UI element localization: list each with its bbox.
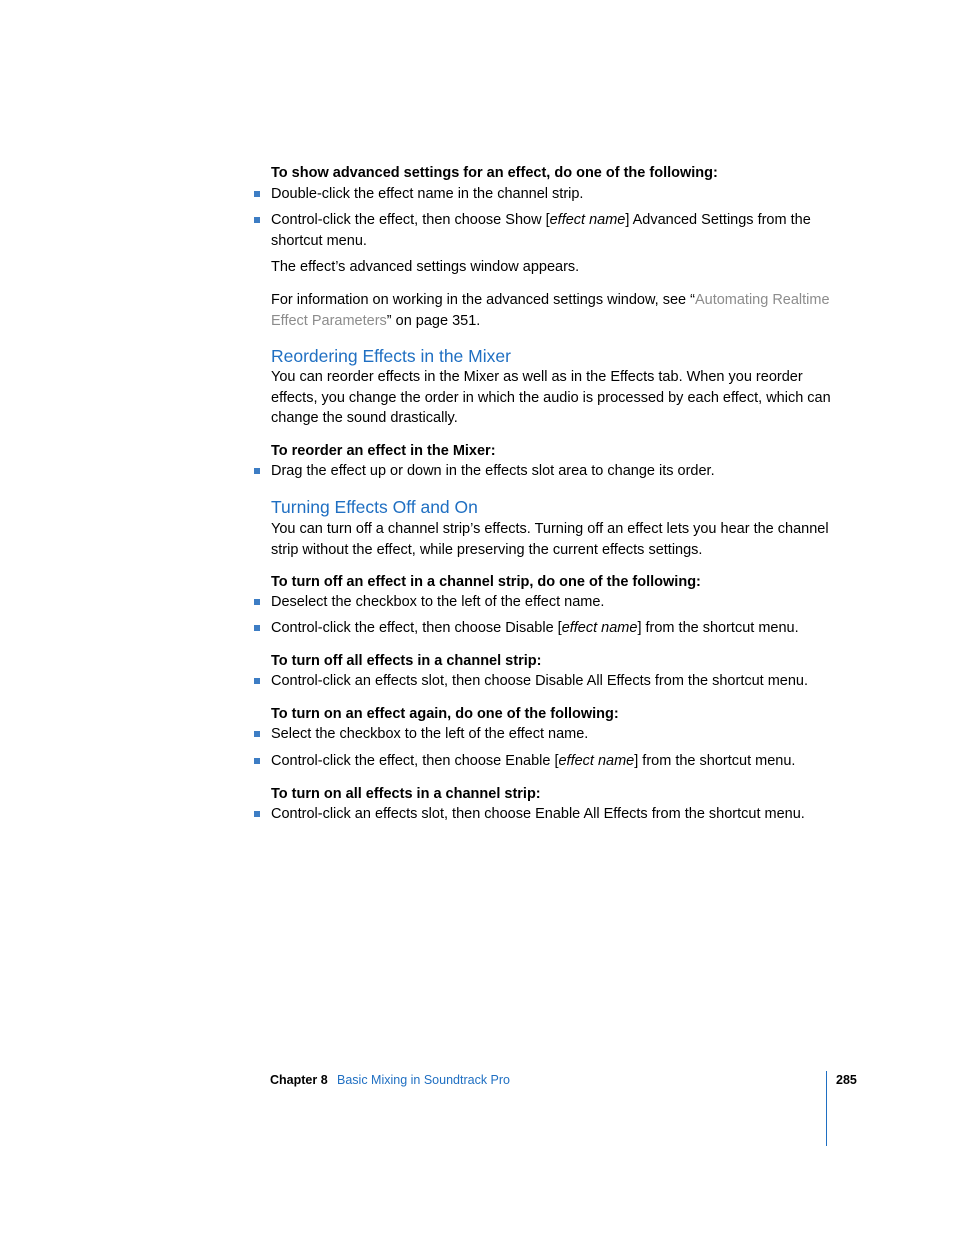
body-paragraph: You can turn off a channel strip’s effects. Turning off an effect lets you hear the channel strip without the effect, while preserving the current effects settings.: [271, 521, 829, 558]
instruction-lead: To show advanced settings for an effect, do one of the following:: [271, 165, 718, 181]
list-item: Double-click the effect name in the channel strip.: [271, 186, 584, 202]
instruction-lead: To reorder an effect in the Mixer:: [271, 443, 496, 459]
cross-reference-link[interactable]: Automating Realtime Effect Parameters: [271, 292, 830, 329]
bullet-marker: [254, 731, 260, 737]
footer-chapter-label: Chapter 8: [270, 1073, 328, 1087]
instruction-lead: To turn on an effect again, do one of the following:: [271, 706, 619, 722]
footer-chapter-title: Basic Mixing in Soundtrack Pro: [337, 1073, 510, 1087]
instruction-lead: To turn off all effects in a channel strip:: [271, 653, 542, 669]
section-heading: Turning Effects Off and On: [271, 497, 478, 517]
result-text: The effect’s advanced settings window appears.: [271, 259, 580, 275]
instruction-lead: To turn on all effects in a channel strip:: [271, 786, 541, 802]
list-item: Control-click the effect, then choose Disable [effect name] from the shortcut menu.: [271, 620, 799, 636]
info-paragraph: For information on working in the advanced settings window, see “Automating Realtime Effect Parameters” on page 351.: [271, 292, 830, 329]
list-item: Select the checkbox to the left of the effect name.: [271, 726, 589, 742]
footer-divider: [826, 1071, 827, 1146]
bullet-marker: [254, 811, 260, 817]
instruction-lead: To turn off an effect in a channel strip, do one of the following:: [271, 574, 701, 590]
bullet-marker: [254, 217, 260, 223]
page-number: 285: [836, 1073, 857, 1087]
list-item: Control-click an effects slot, then choose Enable All Effects from the shortcut menu.: [271, 806, 805, 822]
list-item: Control-click an effects slot, then choose Disable All Effects from the shortcut menu.: [271, 673, 809, 689]
bullet-marker: [254, 191, 260, 197]
list-item: Control-click the effect, then choose Show [effect name] Advanced Settings from the shortcut menu.: [271, 212, 811, 249]
list-item: Control-click the effect, then choose Enable [effect name] from the shortcut menu.: [271, 753, 796, 769]
list-item: Drag the effect up or down in the effects slot area to change its order.: [271, 463, 715, 479]
body-paragraph: You can reorder effects in the Mixer as well as in the Effects tab. When you reorder effects, you change the order in which the audio is processed by each effect, which can change the sound drastically.: [271, 369, 831, 426]
bullet-marker: [254, 758, 260, 764]
bullet-marker: [254, 678, 260, 684]
list-item: Deselect the checkbox to the left of the effect name.: [271, 594, 605, 610]
bullet-marker: [254, 599, 260, 605]
bullet-marker: [254, 625, 260, 631]
bullet-marker: [254, 468, 260, 474]
section-heading: Reordering Effects in the Mixer: [271, 346, 511, 366]
